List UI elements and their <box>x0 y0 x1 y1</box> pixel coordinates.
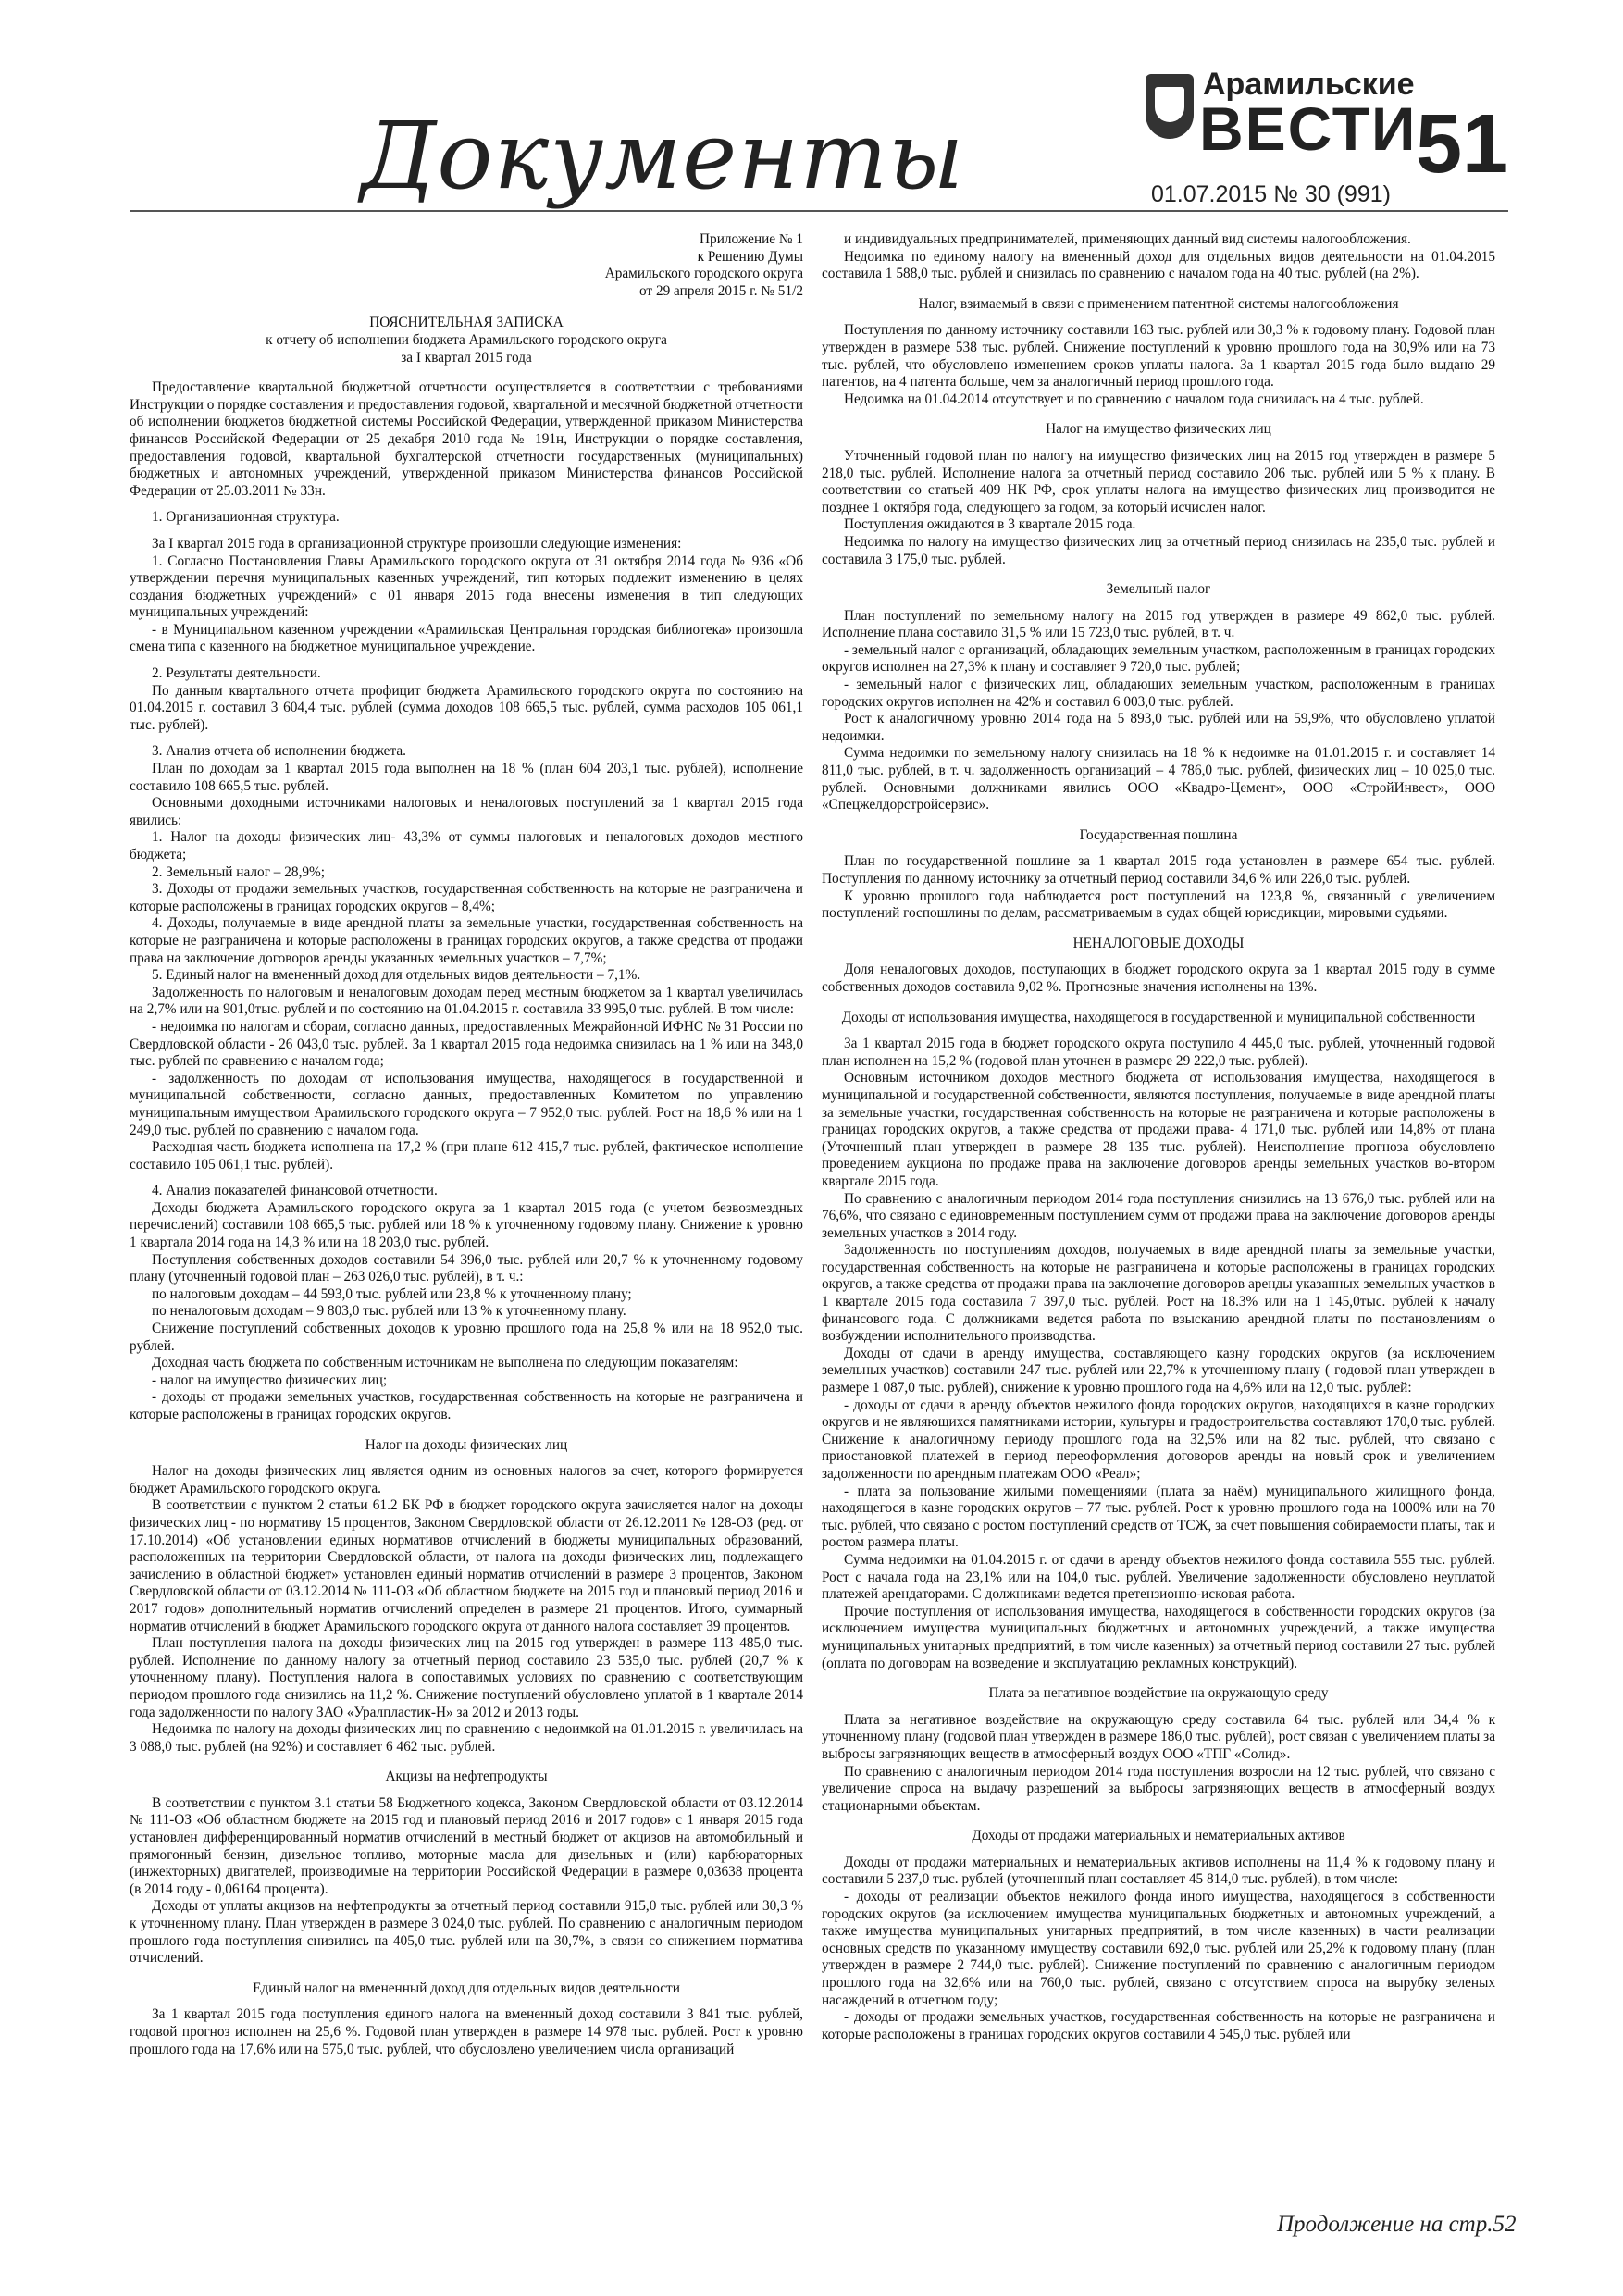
paragraph: Расходная часть бюджета исполнена на 17,2 % (при плане 612 415,7 тыс. рублей, фактическое исполнение составило 105 061,1 тыс. рублей). <box>130 1139 803 1173</box>
paragraph: Доходы от сдачи в аренду имущества, составляющего казну городских округов (за исключением земельных участков) составили 247 тыс. рублей или 22,7% к уточненному плану ( годовой план утвержден в размере 1 087,0 тыс. рублей), снижение к уровню прошлого года на 4,6% или на 12,0 тыс. рублей: <box>822 1345 1495 1396</box>
paragraph: За 1 квартал 2015 года в бюджет городского округа поступило 4 445,0 тыс. рублей, уточненный годовой план исполнен на 15,2 % (годовой план уточнен в размере 29 222,0 тыс. рублей). <box>822 1036 1495 1069</box>
paragraph: - задолженность по доходам от использования имущества, находящегося в государственной и муниципальной собственности, согласно данных, предоставленных Комитетом по управлению муниципальным имуществом Арамильского городского округа – 7 952,0 тыс. рублей. Рост на 18,6 % или на 1 249,0 тыс. рублей по сравнению с началом года. <box>130 1070 803 1138</box>
paragraph: - доходы от продажи земельных участков, государственная собственность на которые не разграничена и которые расположены в границах городских округов составили 4 545,0 тыс. рублей или <box>822 2009 1495 2042</box>
appendix-line: Приложение № 1 <box>700 231 803 247</box>
section-heading: Налог на доходы физических лиц <box>365 1436 568 1453</box>
continued-on-page: Продолжение на стр.52 <box>1277 2212 1517 2237</box>
paragraph: По сравнению с аналогичным периодом 2014 года поступления возросли на 12 тыс. рублей, что связано с увеличение спроса на выдачу разрешений за выбросы загрязняющих веществ в атмосферный воздух стационарными объектам. <box>822 1763 1495 1814</box>
section-title: Документы <box>361 102 965 210</box>
paragraph: Основными доходными источниками налоговых и неналоговых поступлений за 1 квартал 2015 года явились: <box>130 795 803 828</box>
paragraph: Рост к аналогичному уровню 2014 года на 5 893,0 тыс. рублей или на 59,9%, что обусловлено уплатой недоимки. <box>822 711 1495 744</box>
right-column <box>822 231 1495 2043</box>
paragraph: 1. Налог на доходы физических лиц- 43,3% от суммы налоговых и неналоговых доходов местного бюджета; <box>130 829 803 863</box>
paragraph: Поступления собственных доходов составили 54 396,0 тыс. рублей или 20,7 % к уточненному годовому плану (уточненный годовой план – 263 026,0 тыс. рублей), в т. ч.: <box>130 1251 803 1285</box>
paragraph: В соответствии с пунктом 2 статьи 61.2 БК РФ в бюджет городского округа зачисляется налог на доходы физических лиц - по нормативу 15 процентов, Законом Свердловской области от 26.12.2011 № 128-ОЗ (ред. от 17.10.2014) «Об установлении единых нормативов отчислений в бюджеты муниципальных образований, расположенных на территории Свердловской области, от налога на доходы физических лиц, подлежащего зачислению в областной бюджет» установлен единый норматив отчислений в размере 3 процентов, Законом Свердловской области от 03.12.2014 № 111-ОЗ «Об областном бюджете на 2015 год и плановый период 2016 и 2017 годов» дополнительный норматив отчислений определен в размере 21 процентов. Итого, суммарный норматив отчислений в бюджет Арамильского городского округа от данного налога составляет 39 процентов. <box>130 1497 803 1634</box>
paragraph: К уровню прошлого года наблюдается рост поступлений на 123,8 %, связанный с увеличением поступлений госпошлины по делам, рассматриваемым в судах общей юрисдикции, мировыми судьями. <box>822 887 1495 922</box>
paragraph: 2. Земельный налог – 28,9%; <box>152 863 326 880</box>
paragraph: 4. Доходы, получаемые в виде арендной платы за земельные участки, государственная собственность на которые не разграничена и которые расположены в границах городских округов, а также средства от продажи права на заключение договоров аренды указанных земельных участков – 7,7%; <box>130 915 803 966</box>
paragraph: Уточненный годовой план по налогу на имущество физических лиц на 2015 год утвержден в размере 5 218,0 тыс. рублей. Исполнение налога за отчетный период составило 206 тыс. рублей или 5 % к плану. В соответствии со статьей 409 НК РФ, срок уплаты налога на имущество физических лиц производится не позднее 1 октября года, следующего за годом, за который исчислен налог. <box>822 447 1495 515</box>
subsection-heading: 1. Организационная структура. <box>152 509 340 526</box>
subsection-heading: 4. Анализ показателей финансовой отчетности. <box>152 1183 438 1199</box>
section-heading: Доходы от продажи материальных и нематериальных активов <box>972 1828 1345 1844</box>
paragraph: По сравнению с аналогичным периодом 2014 года поступления снизились на 13 676,0 тыс. рублей или на 76,6%, что связано с единовременным поступлением сумм от продажи права на заключение договоров аренды земельных участков в 2014 году. <box>822 1190 1495 1241</box>
paragraph: План по государственной пошлине за 1 квартал 2015 года установлен в размере 654 тыс. рублей. Поступления по данному источнику за отчетный период составили 34,6 % или 226,0 тыс. рублей. <box>822 853 1495 887</box>
paragraph: Снижение поступлений собственных доходов к уровню прошлого года на 25,8 % или на 18 952,0 тыс. рублей. <box>130 1321 803 1354</box>
paragraph: 3. Доходы от продажи земельных участков, государственная собственность на которые не разграничена и которые расположены в границах городских округов – 8,4%; <box>130 881 803 914</box>
page-header <box>0 0 1623 217</box>
appendix-reference <box>130 231 803 300</box>
section-heading: Акцизы на нефтепродукты <box>385 1769 548 1785</box>
paragraph: Задолженность по налоговым и неналоговым доходам перед местным бюджетом за 1 квартал увеличилась на 2,7% или на 901,0тыс. рублей и по состоянию на 01.04.2015 г. составила 33 995,0 тыс. рублей. В том числе: <box>130 984 803 1018</box>
paragraph: - плата за пользование жилыми помещениями (плата за наём) муниципального жилищного фонда, находящегося в казне городских округов – 77 тыс. рублей. Рост к уровню прошлого года на 1000% или на 70 тыс. рублей, что связано с ростом поступлений средств от ТСЖ, за счет повышения собираемости платы, так и ростом размера платы. <box>822 1483 1495 1551</box>
subsection-heading: 3. Анализ отчета об исполнении бюджета. <box>152 743 406 760</box>
section-heading: Налог, взимаемый в связи с применением патентной системы налогообложения <box>918 295 1399 312</box>
paragraph: - земельный налог с организаций, обладающих земельным участком, расположенным в границах городских округов исполнен на 27,3% к плану и составляет 9 720,0 тыс. рублей; <box>822 641 1495 676</box>
paragraph: Недоимка на 01.04.2014 отсутствует и по сравнению с началом года снизилась на 4 тыс. рублей. <box>844 391 1424 407</box>
paragraph: В соответствии с пунктом 3.1 статьи 58 Бюджетного кодекса, Законом Свердловской области от 03.12.2014 № 111-ОЗ «Об областном бюджете на 2015 год и плановый период 2016 и 2017 годов» с 1 января 2015 года установлен дифференцированный норматив отчислений в местный бюджет от акцизов на автомобильный и прямогонный бензин, дизельное топливо, моторные масла для дизельных и (или) карбюраторных (инжекторных) двигателей, производимые на территории Российской Федерации в размере 0,03638 процента (в 2014 году - 0,06164 процента). <box>130 1794 803 1897</box>
paragraph: Плата за негативное воздействие на окружающую среду составила 64 тыс. рублей или 34,4 % к уточненному плану (годовой план утвержден в размере 186,0 тыс. рублей), рост связан с увеличением платы за выбросы загрязняющих веществ в атмосферный воздух ООО «ТПГ «Солид». <box>822 1711 1495 1762</box>
logo-town: Арамильские <box>1203 67 1415 102</box>
paragraph: 5. Единый налог на вмененный доход для отдельных видов деятельности – 7,1%. <box>152 967 641 984</box>
paragraph: План поступлений по земельному налогу на 2015 год утвержден в размере 49 862,0 тыс. рублей. Исполнение плана составило 31,5 % или 15 723,0 тыс. рублей, в т. ч. <box>822 607 1495 641</box>
paragraph: За I квартал 2015 года в организационной структуре произошли следующие изменения: <box>152 535 682 552</box>
paragraph: - в Муниципальном казенном учреждении «Арамильская Центральная городская библиотека» произошла смена типа с казенного на бюджетное муниципальное учреждение. <box>130 621 803 655</box>
paragraph: Доходы от продажи материальных и нематериальных активов исполнены на 11,4 % к годовому плану и составили 5 237,0 тыс. рублей (уточненный план составляет 45 814,0 тыс. рублей), в том числе: <box>822 1854 1495 1888</box>
paragraph: - доходы от сдачи в аренду объектов нежилого фонда городских округов, находящихся в казне городских округов и не являющихся памятниками истории, культуры и градостроительства составляют 170,0 тыс. рублей. Снижение к аналогичному периоду прошлого года на 32,5% или на 82 тыс. рублей, что связано с приостановкой платежей в период переоформления договоров аренды на новый срок и увеличением задолженности по арендным платежам ООО «Реал»; <box>822 1396 1495 1482</box>
paragraph: Сумма недоимки на 01.04.2015 г. от сдачи в аренду объектов нежилого фонда составила 555 тыс. рублей. Рост с начала года на 23,1% или на 104,0 тыс. рублей. Увеличение задолженности обусловлено неуплатой платежей арендаторами. С должниками ведется претензионно-исковая работа. <box>822 1551 1495 1603</box>
paragraph: Предоставление квартальной бюджетной отчетности осуществляется в соответствии с требованиями Инструкции о порядке составления и предоставления годовой, квартальной и месячной бюджетной отчетности об исполнении бюджетов бюджетной системы Российской Федерации, утвержденной приказом Министерства финансов Российской Федерации от 25 декабря 2010 года № 191н, Инструкции о порядке составления, предоставления годовой, квартальной бухгалтерской отчетности государственных (муниципальных) бюджетных и автономных учреждений, утвержденной приказом Министерства финансов Российской Федерации от 25.03.2011 № 33н. <box>130 379 803 499</box>
paragraph: Доходы бюджета Арамильского городского округа за 1 квартал 2015 года (с учетом безвозмездных перечислений) составили 108 665,5 тыс. рублей или 18 % к уточненному годовому плану. Снижение к уровню 1 квартала 2014 года на 14,3 % или на 18 203,0 тыс. рублей. <box>130 1199 803 1251</box>
paragraph: - доходы от реализации объектов нежилого фонда иного имущества, находящегося в собственности городских округов (за исключением имущества муниципальных бюджетных и автономных учреждений, а также имущества муниципальных унитарных предприятий, в том числе казенных) в части реализации основных средств по указанному имуществу составили 692,0 тыс. рублей или 25,2% к годовому плану (план утвержден в размере 2 744,0 тыс. рублей). Снижение поступлений по сравнению с аналогичным периодом прошлого года на 32,6% или на 760,0 тыс. рублей, связано с отсутствием спроса на вырубку зеленых насаждений в отчетном году; <box>822 1889 1495 2008</box>
paragraph: Сумма недоимки по земельному налогу снизилась на 18 % к недоимке на 01.01.2015 г. и составляет 14 811,0 тыс. рублей, в т. ч. задолженность организаций – 4 786,0 тыс. рублей, физических лиц – 10 025,0 тыс. рублей. Основными должниками явились ООО «Квадро-Цемент», ООО «СтройИнвест», ООО «Спецжелдорстройсервис». <box>822 745 1495 813</box>
paragraph: Доходы от уплаты акцизов на нефтепродукты за отчетный период составили 915,0 тыс. рублей или 30,3 % к уточненному плану. План утвержден в размере 3 024,0 тыс. рублей. По сравнению с аналогичным периодом прошлого года поступления снизились на 405,0 тыс. рублей или на 30,7%, в связи со снижением норматива отчислений. <box>130 1898 803 1967</box>
section-heading: Государственная пошлина <box>1079 826 1238 843</box>
paragraph: Недоимка по налогу на доходы физических лиц по сравнению с недоимкой на 01.01.2015 г. увеличилась на 3 088,0 тыс. рублей (на 92%) и составляет 6 462 тыс. рублей. <box>130 1721 803 1755</box>
issue-info: 01.07.2015 № 30 (991) <box>1151 181 1391 207</box>
appendix-line: от 29 апреля 2015 г. № 51/2 <box>638 282 803 299</box>
paragraph: Поступления по данному источнику составили 163 тыс. рублей или 30,3 % к годовому плану. Годовой план утвержден в размере 538 тыс. рублей. Снижение поступлений к уровню прошлого года на 30,9% или на 73 тыс. рублей, что обусловлено изменением сроков уплаты налога. За 1 квартал 2015 года было выдано 29 патентов, на 4 патента больше, чем за аналогичный период прошлого года. <box>822 322 1495 391</box>
section-heading: НЕНАЛОГОВЫЕ ДОХОДЫ <box>1072 935 1245 951</box>
page-number: 51 <box>1416 98 1509 191</box>
coat-of-arms-icon <box>1146 74 1194 139</box>
newspaper-logo <box>1146 56 1418 185</box>
paragraph: по неналоговым доходам – 9 803,0 тыс. рублей или 13 % к уточненному плану. <box>152 1303 626 1320</box>
paragraph: по налоговым доходам – 44 593,0 тыс. рублей или 23,8 % к уточненному плану; <box>152 1285 632 1302</box>
appendix-line: к Решению Думы <box>697 248 803 265</box>
paragraph: Доходная часть бюджета по собственным источникам не выполнена по следующим показателям: <box>152 1355 738 1371</box>
section-heading: Единый налог на вмененный доход для отдельных видов деятельности <box>253 1980 680 1996</box>
logo-paper-name: ВЕСТИ <box>1199 94 1418 163</box>
note-title <box>130 315 803 366</box>
paragraph: - земельный налог с физических лиц, обладающих земельным участком, расположенным в границах городских округов исполнен на 42% и составил 6 003,0 тыс. рублей. <box>822 676 1495 710</box>
paragraph: 1. Согласно Постановления Главы Арамильского городского округа от 31 октября 2014 года № 936 «Об утверждении перечня муниципальных казенных учреждений, тип которых подлежит изменению в целях создания бюджетных учреждений» с 01 января 2015 года внесены изменения в тип следующих муниципальных учреждений: <box>130 552 803 621</box>
paragraph: - недоимка по налогам и сборам, согласно данных, предоставленных Межрайонной ИФНС № 31 России по Свердловской области - 26 043,0 тыс. рублей. За 1 квартал 2015 года недоимка снизилась на 1 % или на 348,0 тыс. рублей по сравнению с началом года; <box>130 1018 803 1070</box>
paragraph: Недоимка по налогу на имущество физических лиц за отчетный период снизилась на 235,0 тыс. рублей и составила 3 175,0 тыс. рублей. <box>822 533 1495 567</box>
note-title-line: к отчету об исполнении бюджета Арамильского городского округа <box>266 331 667 348</box>
paragraph: и индивидуальных предпринимателей, применяющих данный вид системы налогообложения. <box>844 231 1411 247</box>
section-heading: Налог на имущество физических лиц <box>1046 421 1271 438</box>
paragraph: Налог на доходы физических лиц является одним из основных налогов за счет, которого формируется бюджет Арамильского городского округа. <box>130 1463 803 1496</box>
note-title-line: за I квартал 2015 года <box>401 349 532 366</box>
paragraph: Прочие поступления от использования имущества, находящегося в собственности городских округов (за исключением имущества муниципальных бюджетных и автономных учреждений, а также имущества муниципальных унитарных предприятий, в том числе казенных) за отчетный период составили 27 тыс. рублей (оплата по договорам на возведение и эксплуатацию рекламных конструкций). <box>822 1603 1495 1671</box>
paragraph: За 1 квартал 2015 года поступления единого налога на вмененный доход составили 3 841 тыс. рублей, годовой прогноз исполнен на 25,6 %. Годовой план утвержден в размере 14 978 тыс. рублей. Рост к уровню прошлого года на 17,6% или на 575,0 тыс. рублей, что обусловлено увеличением числа организаций <box>130 2006 803 2057</box>
paragraph: Основным источником доходов местного бюджета от использования имущества, находящегося в муниципальной и государственной собственности, являются поступления, получаемые в виде арендной платы за земельные участки, государственная собственность на которые не разграничена и которые расположены в границах городских округов, а также средства от продажи права- 4 171,0 тыс. рублей или 14,8% от плана (Уточненный план утвержден в размере 28 135 тыс. рублей). Неисполнение прогноза обусловлено проведением аукциона по продаже права на заключение договоров аренды земельных участков во-втором квартале 2015 года. <box>822 1070 1495 1189</box>
appendix-line: Арамильского городского округа <box>604 266 803 282</box>
paragraph: План поступления налога на доходы физических лиц на 2015 год утвержден в размере 113 485,0 тыс. рублей. Исполнение по данному налогу за отчетный период составило 23 535,0 тыс. рублей (20,7 % к уточненному плану). Поступления налога в сопоставимых условиях по сравнению с соответствующим периодом прошлого года снизились на 11,2 %. Снижение поступлений обусловлено уплатой в 1 квартале 2014 года задолженности по налогу ЗАО «Уралпластик-Н» за 2012 и 2013 годы. <box>130 1635 803 1720</box>
paragraph: Доля неналоговых доходов, поступающих в бюджет городского округа за 1 квартал 2015 году в сумме собственных доходов составила 9,02 %. Прогнозные значения исполнены на 13%. <box>822 962 1495 995</box>
paragraph: По данным квартального отчета профицит бюджета Арамильского городского округа по состоянию на 01.04.2015 г. составил 3 604,4 тыс. рублей (сумма доходов 108 665,5 тыс. рублей, сумма расходов 105 061,1 тыс. рублей). <box>130 682 803 733</box>
paragraph: Задолженность по поступлениям доходов, получаемых в виде арендной платы за земельные участки, государственная собственность на которые не разграничена и которые расположены в границах городских округов, а также средства от продажи права на заключение договоров аренды указанных земельных участков в 1 квартале 2015 года составила 7 397,0 тыс. рублей. Рост на 18.3% или на 1 145,0тыс. рублей к началу финансового года. С должниками ведется работа по взысканию арендной платы по постановлениям о возбуждении исполнительного производства. <box>822 1242 1495 1345</box>
paragraph: Поступления ожидаются в 3 квартале 2015 года. <box>844 516 1136 533</box>
section-heading: Доходы от использования имущества, находящегося в государственной и муниципальной собственности <box>841 1009 1476 1025</box>
paragraph: Недоимка по единому налогу на вмененный доход для отдельных видов деятельности на 01.04.2015 составила 1 588,0 тыс. рублей и снизилась по сравнению с началом года на 40 тыс. рублей (на 2%). <box>822 248 1495 282</box>
header-divider <box>130 210 1508 212</box>
paragraph: - доходы от продажи земельных участков, государственная собственность на которые не разграничена и которые расположены в границах городских округов. <box>130 1389 803 1422</box>
subsection-heading: 2. Результаты деятельности. <box>152 665 321 682</box>
section-heading: Земельный налог <box>1106 581 1211 598</box>
paragraph: План по доходам за 1 квартал 2015 года выполнен на 18 % (план 604 203,1 тыс. рублей), исполнение составило 108 665,5 тыс. рублей. <box>130 761 803 794</box>
note-title-line: ПОЯСНИТЕЛЬНАЯ ЗАПИСКА <box>369 315 564 331</box>
paragraph: - налог на имущество физических лиц; <box>152 1371 388 1388</box>
section-heading: Плата за негативное воздействие на окружающую среду <box>988 1685 1329 1702</box>
left-column <box>130 231 803 2058</box>
